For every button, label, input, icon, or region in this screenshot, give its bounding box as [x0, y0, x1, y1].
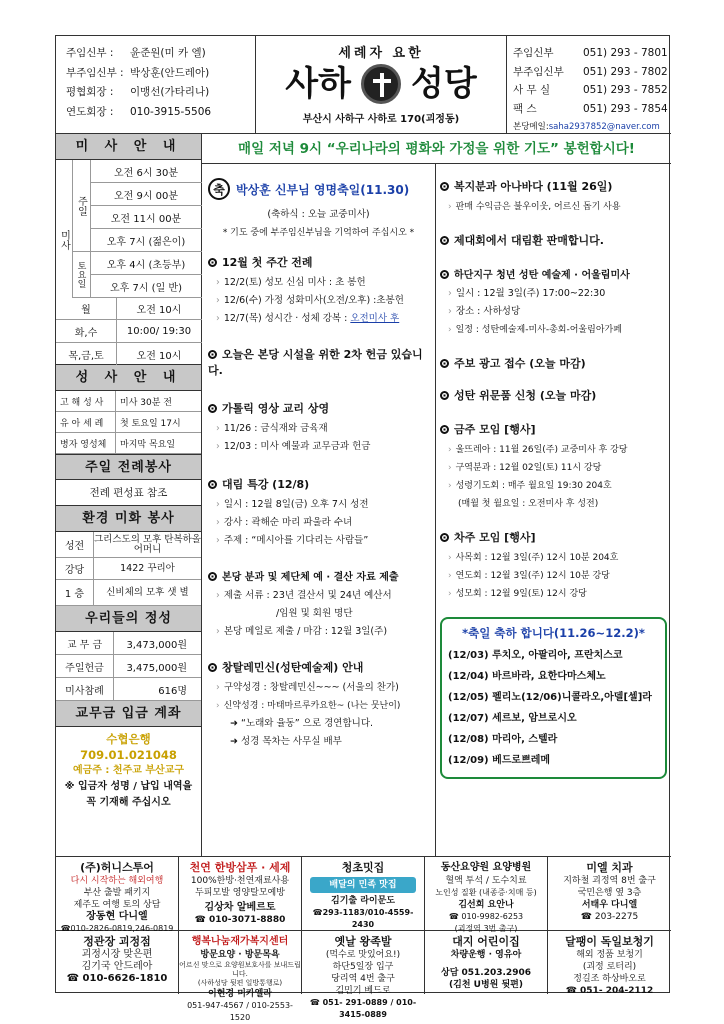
saturday-label: 토요일: [72, 252, 90, 298]
bank-owner: 예금주 : 천주교 부산교구: [72, 765, 185, 776]
ad-person: 김상차 알베르토: [204, 902, 276, 913]
notice-item: 강사 : 곽해순 마리 파울라 수녀: [223, 517, 353, 528]
weekday-time: 오전 10시: [116, 298, 202, 320]
offering-label: 미사참례: [56, 678, 114, 700]
sacrament-table: [56, 391, 201, 454]
phone-value: 051) 293 - 7801: [583, 47, 668, 59]
notice-item: 일정 : 성탄예술제-미사-총회-어울림아가페: [455, 325, 622, 335]
ad-card: [548, 931, 671, 994]
env-group: 신비체의 모후 샛 별: [106, 586, 189, 598]
bullet-icon: [208, 663, 217, 672]
env-place: 성전: [56, 532, 94, 557]
staff-label: 연도회장 :: [66, 105, 114, 118]
bullet-icon: [208, 572, 217, 581]
ad-person: 정길조 하상바오로: [573, 974, 646, 984]
notice-title: 12월 첫 주간 전례: [222, 256, 313, 269]
notice-item: 12/03 : 미사 예물과 교무금과 헌금: [223, 441, 371, 452]
phone-label: 주임신부: [513, 47, 554, 59]
env-place: 1 층: [56, 580, 94, 605]
staff-contacts: [56, 36, 256, 134]
env-title: 환경 미화 봉사: [56, 506, 201, 532]
notice-item: 성령기도회 : 매주 월요일 19:30 204호: [455, 481, 612, 491]
mass-table: [56, 160, 201, 365]
notice-title: 성탄 위문품 신청 (오늘 마감): [454, 389, 597, 402]
ad-card: [179, 856, 302, 931]
ad-card: [179, 931, 302, 1022]
ad-person: 장동현 다니엘: [86, 911, 148, 922]
notice-item: 일시 : 12월 8일(금) 오후 7시 성전: [223, 499, 369, 510]
ad-title: 미엘 치과: [586, 861, 633, 874]
notice-item: 본당 메일로 제출 / 마감 : 12월 3일(주): [223, 626, 388, 637]
ad-line: 당리역 4번 출구: [331, 974, 395, 984]
sacrament-title: 성 사 안 내: [56, 365, 201, 391]
feast-day-row: (12/05) 펠리노(12/06)니콜라오,아델[셀]라: [448, 692, 652, 703]
sacrament-name: 고 해 성 사: [56, 391, 116, 411]
notice-item: ➜ 성경 목차는 사무실 배부: [230, 736, 342, 747]
ad-card: [425, 856, 548, 931]
notice-title: 금주 모임 [행사]: [454, 423, 536, 436]
ad-title: 동산요양원 요양병원: [440, 862, 532, 873]
weekday-time: 10:00/ 19:30: [116, 320, 202, 343]
feast-box-title: *축일 축하 합니다(11.26~12.2)*: [462, 626, 645, 640]
notice-item: 울뜨레아 : 11월 26일(주) 교중미사 후 강당: [455, 445, 628, 455]
ad-person: 김민기 베드로: [335, 986, 391, 996]
staff-value: 010-3915-5506: [130, 105, 212, 118]
ad-title: 천연 한방삼푸 · 세제: [189, 861, 291, 874]
ad-phone: ☎ 203-2275: [580, 912, 639, 922]
ad-person: 이현경 미카엘라: [208, 989, 272, 999]
header: [56, 36, 671, 134]
ad-phone: ☎ 010-6626-1810: [66, 973, 168, 984]
ad-line: 혈액 투석 / 도수치료: [445, 876, 527, 886]
notice-item: (매월 첫 월요일 : 오전미사 후 성전): [458, 499, 599, 509]
notice-item: 11/26 : 금식재와 금육재: [223, 423, 328, 434]
offering-table: [56, 632, 201, 701]
bank-info: [56, 727, 201, 811]
offering-label: 교 무 금: [56, 632, 114, 654]
notice-item: 구역분과 : 12월 02일(토) 11시 강당: [455, 463, 602, 473]
bulletin-page: [55, 35, 670, 1022]
bank-account: 수협은행 709.01.021048: [80, 732, 177, 762]
ad-line: ☎293-1183/010-4559-2430: [312, 908, 414, 929]
staff-value: 박상훈(안드레아): [130, 66, 210, 79]
offering-value: 3,473,000원: [126, 639, 187, 651]
notice-item: 장소 : 사하성당: [455, 306, 521, 317]
ad-card: [302, 931, 425, 1019]
offering-label: 주일헌금: [56, 655, 114, 677]
ad-line: 지하철 괴정역 8번 출구: [563, 876, 656, 886]
bank-note: ※ 입금자 성명 / 납입 내역을: [64, 781, 193, 792]
ad-line: 어르신 맞으로 요양원보호사를 보내드립니다.: [179, 961, 301, 978]
bank-note: 꼭 기재해 주십시오: [86, 797, 171, 808]
sacrament-time: 미사 30분 전: [120, 397, 172, 408]
sacrament-name: 유 아 세 례: [56, 412, 116, 432]
church-logo-icon: [361, 64, 401, 104]
weekday-time: 오전 10시: [136, 350, 182, 362]
feast-badge-icon: 축: [208, 178, 230, 200]
phone-directory: [506, 36, 671, 134]
notice-title: 복지분과 아나바다 (11월 26일): [454, 180, 613, 193]
liturgy-text: 전례 편성표 참조: [56, 480, 201, 506]
masthead-subtitle: 세례자 요한: [338, 46, 424, 61]
mass-time: 오전 11시 00분: [90, 206, 202, 229]
ad-card: [56, 856, 179, 931]
notice-title: 가톨릭 영상 교리 상영: [222, 402, 330, 415]
sacrament-time: 마지막 목요일: [120, 439, 176, 450]
offering-title: 우리들의 정성: [56, 606, 201, 632]
mass-time: 오후 7시 (일 반): [90, 275, 202, 298]
notice-item: 성모회 : 12월 9일(토) 12시 강당: [455, 589, 587, 599]
ad-line: 부산 출발 패키지: [83, 888, 151, 898]
notice-title: 본당 분과 및 제단체 예 · 결산 자료 제출: [222, 572, 399, 583]
ad-phone: (김천 U병원 뒷편): [449, 980, 523, 990]
env-table: [56, 532, 201, 606]
bullet-icon: [440, 391, 449, 400]
notice-title: 차주 모임 [행사]: [454, 531, 536, 544]
ad-title: 행복나눔재가복지센터: [191, 936, 289, 947]
bullet-icon: [208, 350, 217, 359]
ad-card: [302, 856, 425, 931]
mass-time: 오전 6시 30분: [90, 160, 202, 183]
phone-label: 팩 스: [513, 102, 537, 115]
ad-title: 대지 어린이집: [452, 935, 520, 948]
sacrament-time: 첫 토요일 17시: [120, 418, 181, 429]
ad-title: (주)허니스투어: [80, 861, 154, 874]
feast-day-row: (12/08) 마리아, 스텔라: [448, 734, 558, 745]
ad-line: 100%한방·천연재료사용: [190, 876, 290, 886]
notice-item: 제출 서류 : 23년 결산서 및 24년 예산서: [223, 590, 392, 601]
phone-label: 사 무 실: [513, 84, 551, 96]
staff-label: 부주임신부 :: [66, 66, 124, 79]
church-address: 부산시 사하구 사하로 170(괴정동): [302, 114, 460, 125]
ad-phone: ☎010-2826-0819,246-0819: [60, 924, 174, 933]
ad-title: 정관장 괴정점: [83, 935, 151, 948]
ad-card: [548, 856, 671, 931]
ad-line: 괴정시장 맞은편: [81, 949, 153, 960]
left-column: [56, 134, 202, 856]
notice-title: 하단지구 청년 성탄 예술제 · 어울림미사: [454, 270, 630, 281]
mass-time: 오후 7시 (젊은이): [90, 229, 202, 252]
ad-line: 방문요양 · 방문목욕: [200, 950, 280, 960]
ad-line: (먹수로 맛있어요!): [325, 950, 401, 960]
bullet-icon: [208, 404, 217, 413]
ad-line: (사하성당 뒷편 일방통행로): [197, 979, 283, 987]
mass-side-label: 미사: [58, 230, 70, 250]
liturgy-title: 주일 전례봉사: [56, 454, 201, 480]
weekday-day: 월: [56, 298, 116, 320]
ad-phone: (괴정역 3번 출구): [454, 924, 518, 933]
feast-day-row: (12/07) 세르보, 암브로시오: [448, 713, 577, 724]
right-column: 복지분과 아나바다 (11월 26일) › 판매 수익금은 불우이웃, 어르신 돕기 사용 제대회에서 대림환 판매합니다. 하단지구 청년 성탄 예술제 · 어울림미사 › 일시 : 12월 3일(주) 17:00~22:30 › 장소 : 사하성당 › 일정 : 성탄예술제-미사-총회-어울림아가페 주보 광고 접수 (오늘 마감) 성탄 위문품 신청 (오늘 마감) 금주 모임 [행사] › 울뜨레아 : 11월 26일(주) 교중미사 후 강당 › 구역분과 : 12월 02일(토) 11시 강당 › 성령기도회 : 매주 월요일 19:30 204호 (매월 첫 월요일 : 오전미사 후 성전) 차주 모임 [행사] › 사목회 : 12월 3일(주) 12시 10분 204호 › 연도회 : 12월 3일(주) 12시 10분 강당 › 성모회 : 12월 9일(토) 12시 강당 *축일 축하 합니다(11.26~12.2)* (12/03) 루치오, 아팔리아, 프란치스코 (12/04) 바르바라, 요한다마스체노 (12/05) 펠리노(12/06)니콜라오,아델[셀]라 (12/07) 세르보, 암브로시오 (12/08) 마리아, 스텔라 (12/09) 베드로쁘레메: [436, 164, 671, 856]
feast-day-row: (12/04) 바르바라, 요한다마스체노: [448, 671, 606, 682]
phone-value: 051) 293 - 7854: [583, 102, 668, 115]
bullet-icon: [440, 270, 449, 279]
staff-label: 주임신부 :: [66, 47, 114, 59]
bullet-icon: [208, 258, 217, 267]
notice-item: 12/7(목) 성시간 · 성체 강복 :: [223, 313, 348, 324]
email-link[interactable]: saha2937852@naver.com: [548, 122, 660, 132]
env-group: 1422 꾸리아: [120, 562, 175, 574]
feast-title: 박상훈 신부님 영명축일(11.30): [236, 182, 410, 197]
bullet-icon: [440, 236, 449, 245]
ad-title: 청초밋집: [302, 860, 424, 875]
bullet-icon: [440, 359, 449, 368]
bullet-icon: [440, 182, 449, 191]
weekday-day: 화,수: [56, 320, 116, 343]
bullet-icon: [208, 480, 217, 489]
notice-title: 창탈레민신(성탄예술제) 안내: [222, 661, 364, 674]
ad-line: 김선희 요안나: [458, 900, 514, 910]
phone-value: 051) 293 - 7852: [583, 84, 668, 96]
notice-item: 구약성경 : 창탈레민신~~~ (서울의 찬가): [223, 682, 399, 693]
notice-item: 사목회 : 12월 3일(주) 12시 10분 204호: [455, 553, 619, 563]
notice-item: 12/6(수) 가정 성화미사(오전/오후) :초봉헌: [223, 295, 404, 306]
notice-title: 오늘은 본당 시설을 위한 2차 헌금 있습니다.: [208, 348, 423, 377]
ad-line: 차량운행 · 영유아: [450, 950, 522, 960]
ad-line: 김기출 라이문도: [331, 896, 395, 906]
masthead-title-left: 사하: [285, 64, 351, 104]
feast-day-box: [440, 617, 667, 779]
ad-card: [56, 931, 179, 994]
email-label: 본당메일:: [513, 122, 549, 132]
ad-line: 다시 시작하는 해외여행: [70, 876, 164, 886]
bank-title: 교무금 입금 계좌: [56, 701, 201, 727]
notice-title: 대림 특강 (12/8): [222, 478, 310, 491]
weekday-day: 목,금,토: [68, 350, 104, 362]
mass-title: 미 사 안 내: [56, 134, 201, 160]
ad-person: 서태우 다니엘: [581, 900, 638, 910]
ad-line: 배달의 민족 맛집: [310, 877, 416, 893]
notice-item: 신약성경 : 마태마르루카요한~ (나는 뭇난이): [223, 701, 401, 711]
ad-line: 두피모발 영양탈모예방: [195, 888, 285, 898]
feast-note: * 기도 중에 부주임신부님을 기억하여 주십시오 *: [222, 228, 415, 238]
ad-person: 상담 051.203.2906: [441, 968, 531, 978]
ad-line: 하단5일장 입구: [332, 962, 394, 972]
offering-value: 616명: [158, 685, 187, 697]
ad-phone: ☎ 010-3071-8880: [194, 915, 286, 925]
staff-value: 윤준원(미 카 엘): [130, 47, 206, 59]
phone-value: 051) 293 - 7802: [583, 65, 668, 78]
ad-phone: ☎ 051- 291-0889 / 010-3415-0889: [309, 998, 417, 1019]
bullet-icon: [440, 425, 449, 434]
ad-title: 달팽이 독일보청기: [565, 935, 654, 948]
ad-line: (괴정 로터리): [582, 962, 637, 972]
ad-title: 옛날 왕족발: [334, 935, 392, 948]
masthead-title-right: 성당: [411, 64, 477, 104]
middle-column: 축 박상훈 신부님 영명축일(11.30) (축하식 : 오늘 교중미사) * 기도 중에 부주임신부님을 기억하여 주십시오 * 12월 첫 주간 전례 › 12/2(토) 성모 신심 미사 : 초 봉헌 › 12/6(수) 가정 성화미사(오전/오후) :초봉헌 › 12/7(목) 성시간 · 성체 강복 : 오전미사 후 오늘은 본당 시설을 위한 2차 헌금 있습니다. 가톨릭 영상 교리 상영 › 11/26 : 금식재와 금육재 › 12/03 : 미사 예물과 교무금과 헌금 대림 특강 (12/8) › 일시 : 12월 8일(금) 오후 7시 성전 › 강사 : 곽해순 마리 파울라 수녀 › 주제 : “메시아를 기다리는 사람들” 본당 분과 및 제단체 예 · 결산 자료 제출 › 제출 서류 : 23년 결산서 및 24년 예산서 /임원 및 회원 명단 › 본당 메일로 제출 / 마감 : 12월 3일(주) 창탈레민신(성탄예술제) 안내 › 구약성경 : 창탈레민신~~~ (서울의 찬가) › 신약성경 : 마태마르루카요한~ (나는 뭇난이) ➜ “노래와 율동” 으로 경연합니다. ➜ 성경 목차는 사무실 배부: [202, 164, 436, 856]
sponsor-ads: [56, 856, 671, 1022]
env-place: 강당: [56, 558, 94, 579]
ad-person: 김기국 안드레아: [81, 961, 153, 972]
sunday-label: 주일: [72, 160, 90, 252]
env-group: 그리스도의 모후 탄복하올 어머니: [94, 533, 201, 555]
offering-value: 3,475,000원: [126, 662, 187, 674]
prayer-banner: 매일 저녁 9시 “우리나라의 평화와 가정을 위한 기도” 봉헌합시다!: [202, 134, 671, 164]
ad-phone: 051-947-4567 / 010-2553-1520: [187, 1001, 293, 1022]
feast-day-row: (12/03) 루치오, 아팔리아, 프란치스코: [448, 650, 623, 661]
ad-line: 노인성 질환 (내종증·치매 등): [435, 888, 537, 897]
sacrament-name: 병자 영성체: [56, 433, 116, 453]
notice-item: 12/2(토) 성모 신심 미사 : 초 봉헌: [223, 277, 366, 288]
notice-link[interactable]: 오전미사 후: [350, 313, 400, 324]
notice-title: 제대회에서 대림환 판매합니다.: [454, 234, 604, 247]
ad-person: ☎ 010-9982-6253: [448, 912, 524, 921]
ad-line: 제주도 여행 토의 상담: [73, 900, 161, 910]
staff-label: 평협회장 :: [66, 86, 114, 98]
mass-time: 오전 9시 00분: [90, 183, 202, 206]
phone-label: 부주임신부: [513, 65, 564, 78]
notice-item: 판매 수익금은 불우이웃, 어르신 돕기 사용: [455, 202, 621, 212]
mass-time: 오후 4시 (초등부): [90, 252, 202, 275]
ad-line: 해외 정품 보청기: [576, 950, 643, 960]
notice-item: 연도회 : 12월 3일(주) 12시 10분 강당: [455, 571, 610, 581]
notice-item: /임원 및 회원 명단: [276, 608, 353, 619]
ad-line: 국민은행 옆 3층: [577, 888, 642, 898]
notice-item: 일시 : 12월 3일(주) 17:00~22:30: [455, 288, 606, 299]
notice-title: 주보 광고 접수 (오늘 마감): [454, 357, 586, 370]
ad-card: [425, 931, 548, 994]
bullet-icon: [440, 533, 449, 542]
notice-item: ➜ “노래와 율동” 으로 경연합니다.: [230, 718, 374, 729]
masthead: [256, 36, 506, 134]
staff-value: 이맹선(가타리나): [130, 86, 210, 98]
notice-item: 주제 : “메시아를 기다리는 사람들”: [223, 535, 369, 546]
feast-subtitle: (축하식 : 오늘 교중미사): [267, 209, 370, 220]
ad-phone: ☎ 051- 204-2112: [565, 986, 654, 996]
feast-day-row: (12/09) 베드로쁘레메: [448, 755, 551, 766]
